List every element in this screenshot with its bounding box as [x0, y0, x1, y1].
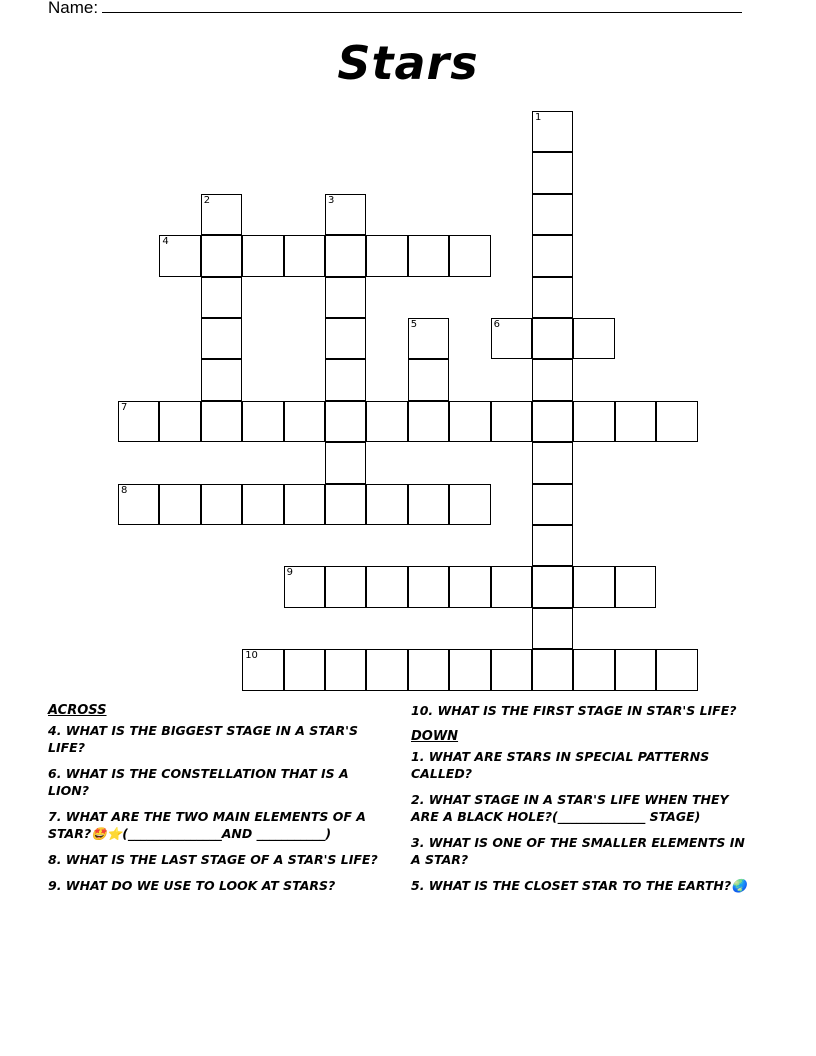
clue-number: 6 [493, 319, 500, 330]
grid-cell[interactable] [201, 484, 242, 525]
grid-cell[interactable] [284, 235, 325, 276]
grid-cell[interactable] [449, 566, 490, 607]
clue-number: 1 [535, 112, 542, 123]
grid-cell[interactable] [159, 401, 200, 442]
grid-cell[interactable] [532, 525, 573, 566]
clue-across-7: 7. WHAT ARE THE TWO MAIN ELEMENTS OF A STAR?🤩⭐(_______________AND ___________) [48, 809, 366, 841]
clue-number: 2 [203, 194, 211, 206]
grid-cell[interactable] [366, 649, 407, 690]
grid-cell[interactable] [532, 608, 573, 649]
page-title: Stars [337, 36, 479, 90]
grid-cell[interactable] [118, 401, 159, 442]
grid-cell[interactable] [491, 318, 532, 359]
grid-cell[interactable] [615, 401, 656, 442]
grid-cell[interactable] [532, 442, 573, 483]
grid-cell[interactable] [284, 484, 325, 525]
grid-cell[interactable] [408, 566, 449, 607]
grid-cell[interactable] [284, 401, 325, 442]
grid-cell[interactable] [366, 401, 407, 442]
grid-cell[interactable] [366, 235, 407, 276]
grid-cell[interactable] [325, 442, 366, 483]
name-label: Name: [48, 0, 99, 17]
grid-cell[interactable] [532, 235, 573, 276]
grid-cell[interactable] [656, 401, 697, 442]
grid-cell[interactable] [532, 111, 573, 152]
clue-number: 9 [286, 567, 293, 579]
grid-cell[interactable] [408, 649, 449, 690]
clue-down-5: 5. WHAT IS THE CLOSET STAR TO THE EARTH?🌏 [411, 878, 747, 893]
grid-cell[interactable] [325, 277, 366, 318]
grid-cell[interactable] [532, 566, 573, 607]
grid-cell[interactable] [325, 194, 366, 235]
grid-cell[interactable] [325, 359, 366, 400]
grid-cell[interactable] [325, 649, 366, 690]
grid-cell[interactable] [284, 566, 325, 607]
grid-cell[interactable] [201, 277, 242, 318]
clue-number: 4 [162, 236, 169, 248]
grid-cell[interactable] [532, 359, 573, 400]
clue-across-4: 4. WHAT IS THE BIGGEST STAGE IN A STAR'S LIFE? [48, 723, 358, 755]
grid-cell[interactable] [491, 649, 532, 690]
grid-cell[interactable] [408, 484, 449, 525]
grid-cell[interactable] [491, 401, 532, 442]
grid-cell[interactable] [325, 566, 366, 607]
clue-down-3: 3. WHAT IS ONE OF THE SMALLER ELEMENTS IN A STAR? [411, 835, 745, 867]
clue-across-10: 10. WHAT IS THE FIRST STAGE IN STAR'S LIFE? [411, 703, 737, 718]
clue-number: 8 [121, 484, 128, 496]
clue-number: 3 [328, 194, 335, 206]
grid-cell[interactable] [532, 401, 573, 442]
grid-cell[interactable] [449, 649, 490, 690]
grid-cell[interactable] [408, 359, 449, 400]
grid-cell[interactable] [532, 649, 573, 690]
grid-cell[interactable] [532, 277, 573, 318]
clue-down-1: 1. WHAT ARE STARS IN SPECIAL PATTERNS CALLED? [411, 749, 710, 781]
grid-cell[interactable] [449, 235, 490, 276]
clue-number: 7 [121, 401, 128, 413]
grid-cell[interactable] [325, 401, 366, 442]
clue-down-2: 2. WHAT STAGE IN A STAR'S LIFE WHEN THEY ARE A BLACK HOLE?(______________ STAGE) [411, 792, 729, 824]
grid-cell[interactable] [325, 484, 366, 525]
grid-cell[interactable] [325, 235, 366, 276]
grid-cell[interactable] [615, 566, 656, 607]
grid-cell[interactable] [573, 566, 614, 607]
grid-cell[interactable] [118, 484, 159, 525]
grid-cell[interactable] [242, 484, 283, 525]
grid-cell[interactable] [656, 649, 697, 690]
clues-left-column [48, 702, 388, 903]
grid-cell[interactable] [201, 318, 242, 359]
grid-cell[interactable] [201, 401, 242, 442]
grid-cell[interactable] [159, 235, 200, 276]
grid-cell[interactable] [449, 484, 490, 525]
clues-right-column [411, 702, 751, 903]
clue-number: 10 [245, 650, 258, 662]
clue-across-6: 6. WHAT IS THE CONSTELLATION THAT IS A LION? [48, 766, 349, 798]
grid-cell[interactable] [532, 152, 573, 193]
grid-cell[interactable] [284, 649, 325, 690]
grid-cell[interactable] [408, 318, 449, 359]
clue-across-8: 8. WHAT IS THE LAST STAGE OF A STAR'S LIFE? [48, 852, 378, 867]
grid-cell[interactable] [201, 235, 242, 276]
grid-cell[interactable] [408, 401, 449, 442]
grid-cell[interactable] [242, 649, 283, 690]
grid-cell[interactable] [159, 484, 200, 525]
clue-across-9: 9. WHAT DO WE USE TO LOOK AT STARS? [48, 878, 336, 893]
down-heading: DOWN [411, 729, 459, 744]
name-line[interactable] [102, 0, 742, 13]
across-heading: ACROSS [48, 703, 107, 718]
grid-cell[interactable] [242, 235, 283, 276]
grid-cell[interactable] [449, 401, 490, 442]
grid-cell[interactable] [491, 566, 532, 607]
grid-cell[interactable] [573, 649, 614, 690]
grid-cell[interactable] [242, 401, 283, 442]
name-field[interactable] [48, 0, 742, 18]
grid-cell[interactable] [366, 566, 407, 607]
grid-cell[interactable] [201, 194, 242, 235]
grid-cell[interactable] [408, 235, 449, 276]
grid-cell[interactable] [366, 484, 407, 525]
grid-cell[interactable] [532, 318, 573, 359]
grid-cell[interactable] [573, 401, 614, 442]
clue-number: 5 [410, 319, 418, 330]
grid-cell[interactable] [201, 359, 242, 400]
grid-cell[interactable] [573, 318, 614, 359]
grid-cell[interactable] [532, 194, 573, 235]
grid-cell[interactable] [532, 484, 573, 525]
grid-cell[interactable] [325, 318, 366, 359]
grid-cell[interactable] [615, 649, 656, 690]
